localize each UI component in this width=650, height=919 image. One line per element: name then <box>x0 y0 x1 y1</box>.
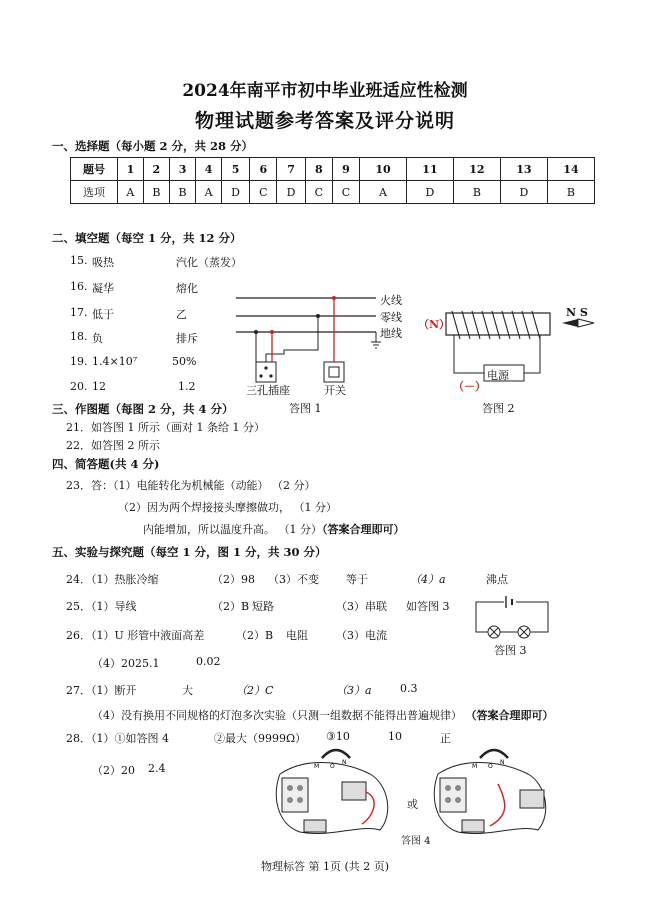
item-20-b: 1.2 <box>178 380 196 393</box>
item-23-text: 内能增加，所以温度升高。 （1 分） <box>143 523 322 536</box>
item-15-a: 吸热 <box>92 256 114 269</box>
red-answer-wire <box>490 784 505 826</box>
svg-text:N: N <box>500 759 505 766</box>
item-26-p3: 电阻 <box>286 629 308 642</box>
item-24-p5: （4）a <box>410 573 446 586</box>
item-25-p1: 25．（1）导线 <box>66 600 137 613</box>
table-header-row <box>71 158 595 181</box>
item-24-p4: 等于 <box>346 573 368 586</box>
table-cell: A <box>118 181 144 204</box>
table-cell: 2 <box>143 158 169 181</box>
table-cell: 10 <box>359 158 406 181</box>
item-15-b: 汽化（蒸发） <box>176 256 242 269</box>
switch-symbol <box>324 362 344 382</box>
table-cell: 11 <box>406 158 453 181</box>
ground-wire-label: 地线 <box>380 327 402 340</box>
table-cell: 4 <box>196 158 222 181</box>
item-26-p6: 0.02 <box>196 655 221 668</box>
svg-text:M: M <box>472 763 478 770</box>
page-footer: 物理标答 第 1页 (共 2 页) <box>260 860 390 873</box>
table-cell: D <box>221 181 249 204</box>
item-23-note: （答案合理即可） <box>322 523 405 536</box>
table-cell: 14 <box>547 158 594 181</box>
socket-symbol <box>256 362 276 382</box>
item-26-p1: 26．（1）U 形管中液面高差 <box>66 629 205 642</box>
svg-text:O: O <box>330 763 335 770</box>
table-cell: D <box>500 181 547 204</box>
compass-needle-icon <box>560 318 596 328</box>
minus-pole-label: （－） <box>453 380 486 393</box>
section-1-heading: 一、选择题（每小题 2 分，共 28 分） <box>52 139 254 153</box>
svg-text:O: O <box>488 763 493 770</box>
item-21: 21．如答图 1 所示（画对 1 条给 1 分） <box>66 421 265 434</box>
item-16-b: 熔化 <box>176 282 198 295</box>
item-27-p5: 0.3 <box>400 682 418 695</box>
item-18-a: 负 <box>92 332 103 345</box>
item-15-num: 15. <box>70 254 88 267</box>
item-17-num: 17. <box>70 306 88 319</box>
item-23-line-3 <box>143 521 405 537</box>
table-answer-row <box>71 181 595 204</box>
item-16-a: 凝华 <box>92 282 114 295</box>
item-24-p6: 沸点 <box>486 573 508 586</box>
document-subtitle: 物理试题参考答案及评分说明 <box>194 110 455 132</box>
item-28-p3: ③10 <box>326 730 350 743</box>
item-28-p5: 正 <box>440 732 451 745</box>
meter-icon <box>342 782 366 800</box>
header-label-cell: 题号 <box>71 158 118 181</box>
item-19-a: 1.4×10⁷ <box>92 355 138 368</box>
item-19-b: 50% <box>172 355 197 368</box>
table-cell: C <box>305 181 332 204</box>
table-cell: 7 <box>277 158 305 181</box>
battery-box-icon <box>282 778 308 812</box>
meter-icon <box>520 790 544 808</box>
slide-rheostat-icon <box>322 750 350 758</box>
table-cell: B <box>547 181 594 204</box>
item-28-p6: （2）20 <box>92 764 135 777</box>
resistance-box-icon <box>304 820 326 832</box>
compass-ns-label: N S <box>566 306 588 319</box>
slide-rheostat-icon <box>480 750 508 758</box>
table-cell: A <box>196 181 222 204</box>
item-24-p1: 24．（1）热胀冷缩 <box>66 573 159 586</box>
item-27-p2: 大 <box>182 684 193 697</box>
item-27-p4: （3）a <box>336 684 372 697</box>
figure-4-circuit-b <box>428 744 558 840</box>
table-cell: A <box>359 181 406 204</box>
item-28-p4: 10 <box>388 730 402 743</box>
figure-3-circuit-diagram <box>472 594 552 640</box>
table-cell: 6 <box>250 158 277 181</box>
item-24-p2: （2）98 <box>212 573 255 586</box>
item-26-p5: （4）2025.1 <box>92 657 160 670</box>
live-wire-label: 火线 <box>380 294 402 307</box>
item-27-p3: （2）C <box>236 684 274 697</box>
item-25-p2: （2）B <box>212 600 250 613</box>
socket-label: 三孔插座 <box>246 384 290 397</box>
table-cell: D <box>406 181 453 204</box>
table-cell: B <box>143 181 169 204</box>
item-23-line-2: （2）因为两个焊接接头摩擦做功， （1 分） <box>118 501 337 514</box>
item-18-num: 18. <box>70 330 88 343</box>
item-28-p1: 28．（1）①如答图 4 <box>66 732 169 745</box>
table-cell: 1 <box>118 158 144 181</box>
item-28-p2: ②最大（9999Ω） <box>214 732 307 745</box>
battery-box-icon <box>440 778 466 812</box>
table-cell: 8 <box>305 158 332 181</box>
n-pole-label: （N） <box>418 318 451 331</box>
item-27-note: （答案合理即可） <box>465 709 554 722</box>
neutral-wire-label: 零线 <box>380 311 402 324</box>
or-label: 或 <box>407 798 418 811</box>
item-19-num: 19. <box>70 355 88 368</box>
item-27-text: （4）没有换用不同规格的灯泡多次实验（只测一组数据不能得出普遍规律） <box>92 709 462 722</box>
item-17-b: 乙 <box>176 308 187 321</box>
table-cell: D <box>277 181 305 204</box>
socket-neutral-wire <box>266 316 318 362</box>
switch-label: 开关 <box>324 384 346 397</box>
item-25-p3: 短路 <box>252 600 274 613</box>
document-title: 2024年南平市初中毕业班适应性检测 <box>182 81 468 101</box>
item-22: 22．如答图 2 所示 <box>66 439 160 452</box>
table-cell: 3 <box>169 158 195 181</box>
answer-table <box>70 157 595 204</box>
item-20-num: 20. <box>70 380 88 393</box>
item-26-p2: （2）B <box>236 629 274 642</box>
item-24-p3: （3）不变 <box>268 573 319 586</box>
item-20-a: 12 <box>92 380 106 393</box>
table-cell: 13 <box>500 158 547 181</box>
table-cell: 12 <box>453 158 500 181</box>
item-16-num: 16. <box>70 280 88 293</box>
svg-text:N: N <box>342 759 347 766</box>
figure-4-caption: 答图 4 <box>401 836 431 847</box>
item-18-b: 排斥 <box>176 332 198 345</box>
item-27-line-2 <box>92 707 554 723</box>
table-cell: B <box>453 181 500 204</box>
section-2-heading: 二、填空题（每空 1 分，共 12 分） <box>52 231 242 245</box>
figure-4-circuit-a <box>270 744 400 840</box>
item-17-a: 低于 <box>92 308 114 321</box>
figure-3-caption: 答图 3 <box>494 644 527 657</box>
section-5-heading: 五、实验与探究题（每空 1 分，图 1 分，共 30 分） <box>52 545 327 559</box>
item-25-p5: 如答图 3 <box>406 600 450 613</box>
table-cell: C <box>332 181 359 204</box>
figure-2-caption: 答图 2 <box>482 402 515 415</box>
table-cell: 5 <box>221 158 249 181</box>
resistance-box-icon <box>462 820 484 832</box>
power-source-label: 电源 <box>487 369 509 382</box>
item-26-p4: （3）电流 <box>336 629 387 642</box>
table-cell: B <box>169 181 195 204</box>
item-28-p7: 2.4 <box>148 762 166 775</box>
table-cell: C <box>250 181 277 204</box>
answer-label-cell: 选项 <box>71 181 118 204</box>
item-27-p1: 27．（1）断开 <box>66 684 137 697</box>
item-23-line-1: 23．答：（1）电能转化为机械能（动能） （2 分） <box>66 479 316 492</box>
item-25-p4: （3）串联 <box>336 600 387 613</box>
svg-text:M: M <box>314 763 320 770</box>
figure-1-caption: 答图 1 <box>289 402 322 415</box>
section-4-heading: 四、简答题(共 4 分) <box>52 457 160 471</box>
section-3-heading: 三、作图题（每图 2 分，共 4 分） <box>52 402 234 416</box>
table-cell: 9 <box>332 158 359 181</box>
